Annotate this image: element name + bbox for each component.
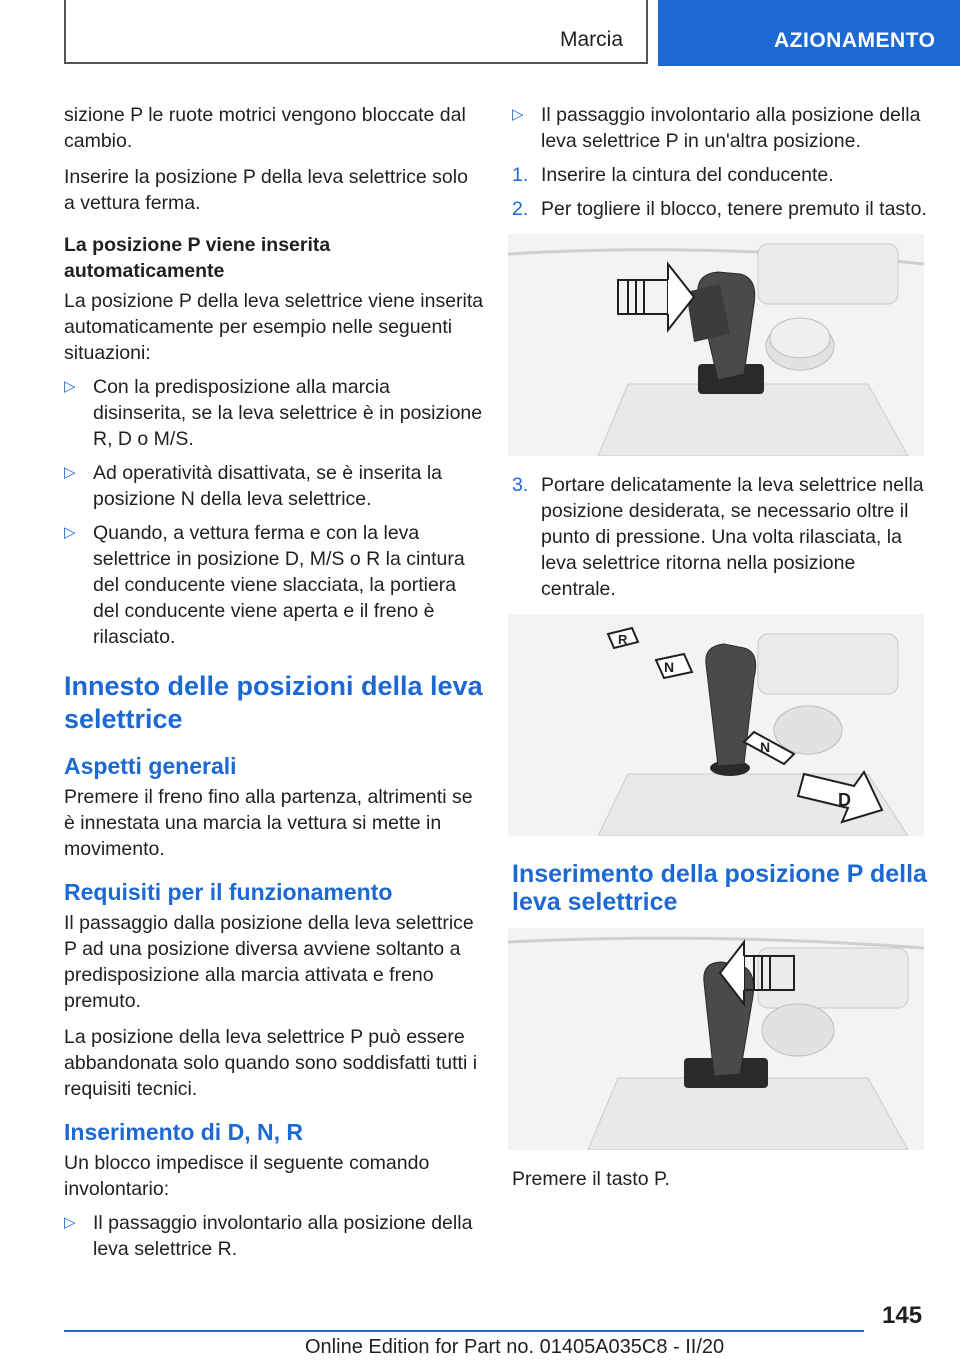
paragraph: La posizione P della leva selettrice viene inserita automaticamente per esempio nelle seguenti situazioni:: [64, 290, 484, 364]
triangle-right-outline-icon: ▷: [64, 1214, 76, 1231]
figure-label-n-bottom: N: [760, 739, 771, 755]
subsection-heading: Inserimento di D, N, R: [64, 1119, 303, 1145]
park-button-illustration: [508, 928, 924, 1150]
gear-selector-unlock-illustration: [508, 234, 924, 456]
footer-edition: Online Edition for Part no. 01405A035C8 - II/20: [305, 1336, 725, 1358]
list-item: ▷ Quando, a vettura ferma e con la leva selettrice in posizione D, M/S o R la cintura del conducente viene slacciata, la portiera del conducente viene aperta e il freno è rilasciato.: [64, 522, 465, 648]
paragraph: Un blocco impedisce il seguente comando involontario:: [64, 1152, 430, 1200]
figure-label-d: D: [838, 790, 851, 810]
subsection-heading: Aspetti generali: [64, 753, 237, 779]
right-column: [512, 102, 932, 1192]
list-item: ▷ Con la predisposizione alla marcia disinserita, se la leva selettrice è in posizione R, D o M/S.: [64, 376, 483, 450]
list-item: ▷ Il passaggio involontario alla posizione della leva selettrice P in un'altra posizione.: [512, 104, 921, 152]
paragraph: La posizione della leva selettrice P può essere abbandonata solo quando sono soddisfatti tutti i requisiti tecnici.: [64, 1026, 478, 1100]
triangle-right-outline-icon: ▷: [64, 524, 76, 541]
footer-rule: [64, 1330, 864, 1332]
section-heading: Inserimento della posizione P della leva selettrice: [512, 860, 927, 916]
left-column: [64, 102, 484, 1270]
section-heading: Innesto delle posizioni della leva selettrice: [64, 671, 483, 734]
step-item: 3. Portare delicatamente la leva selettrice nella posizione desiderata, se necessario oltre il punto di pressione. Una volta rilasciata, la leva selettrice ritorna nella posizione centrale.: [512, 474, 924, 600]
list-item: ▷ Ad operatività disattivata, se è inserita la posizione N della leva selettrice.: [64, 462, 443, 510]
header-chapter-title: AZIONAMENTO: [774, 29, 936, 52]
paragraph: Premere il freno fino alla partenza, altrimenti se è innestata una marcia la vettura si mette in movimento.: [64, 786, 473, 860]
triangle-right-outline-icon: ▷: [64, 464, 76, 481]
header-section-title: Marcia: [560, 28, 624, 51]
step-item: 2. Per togliere il blocco, tenere premuto il tasto.: [512, 198, 927, 220]
step-item: 1. Inserire la cintura del conducente.: [512, 164, 834, 186]
triangle-right-outline-icon: ▷: [512, 106, 524, 123]
gear-selector-shift-illustration: [508, 614, 924, 836]
triangle-right-outline-icon: ▷: [64, 378, 76, 395]
paragraph: Inserire la posizione P della leva selettrice solo a vettura ferma.: [64, 166, 468, 214]
list-item: ▷ Il passaggio involontario alla posizione della leva selettrice R.: [64, 1212, 473, 1260]
paragraph: Il passaggio dalla posizione della leva selettrice P ad una posizione diversa avviene soltanto a predisposizione alla marcia attivata e freno premuto.: [64, 912, 474, 1012]
page-number: 145: [882, 1302, 923, 1329]
figure-label-n-top: N: [664, 659, 675, 675]
figure-label-r: R: [618, 632, 628, 647]
subsection-heading: Requisiti per il funzionamento: [64, 879, 393, 905]
figure-caption: Premere il tasto P.: [512, 1168, 670, 1190]
subheading-auto-park: La posizione P viene inserita automaticamente: [64, 234, 331, 282]
paragraph: sizione P le ruote motrici vengono bloccate dal cambio.: [64, 104, 466, 152]
